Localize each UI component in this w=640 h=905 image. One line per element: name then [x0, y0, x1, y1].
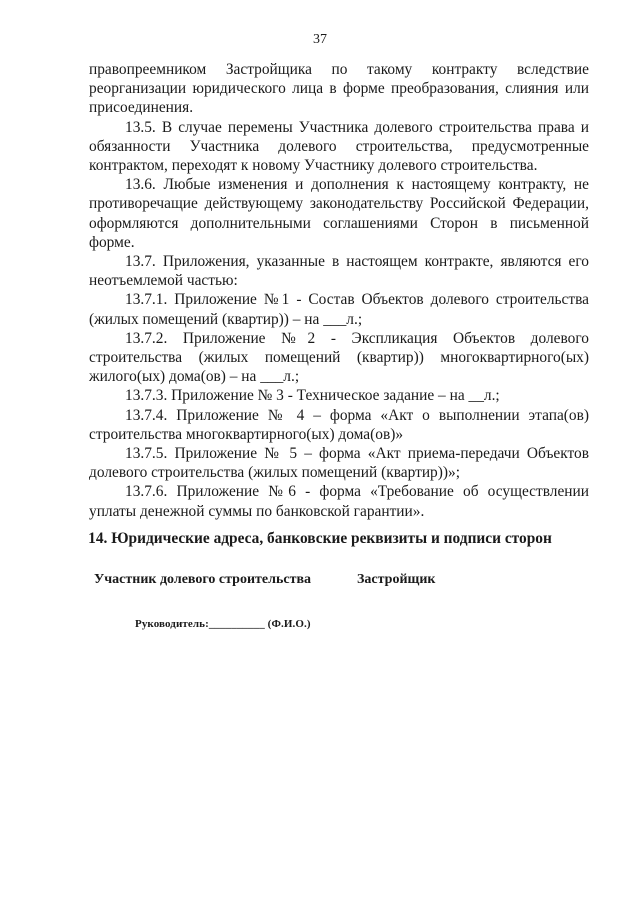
paragraph-13-7: 13.7. Приложения, указанные в настоящем контракте, являются его неотъемлемой частью: [89, 253, 589, 290]
section-14-heading: 14. Юридические адреса, банковские реквизиты и подписи сторон [88, 530, 552, 547]
paragraph-13-7-6: 13.7.6. Приложение №6 - форма «Требование об осуществлении уплаты денежной суммы по банковской гарантии». [89, 483, 589, 520]
paragraph-13-5: 13.5. В случае перемены Участника долевого строительства права и обязанности Участника долевого строительства, предусмотренные контрактом, переходят к новому Участнику долевого строительства. [89, 118, 589, 175]
paragraph-13-7-4: 13.7.4. Приложение № 4 – форма «Акт о выполнении этапа(ов) строительства многоквартирного(ых) дома(ов)» [89, 406, 589, 443]
contract-body [89, 60, 589, 521]
party-participant-label: Участник долевого строительства [94, 572, 312, 587]
paragraph-13-7-2: 13.7.2. Приложение №2 - Экспликация Объектов долевого строительства (жилых помещений (квартир)) многоквартирного(ых) жилого(ых) дома(ов) – на ___л.; [89, 329, 589, 386]
paragraph-continuation: правопреемником Застройщика по такому контракту вследствие реорганизации юридического лица в форме преобразования, слияния или присоединения. [89, 61, 589, 117]
page-number: 37 [313, 32, 327, 47]
signature-line: Руководитель:__________ (Ф.И.О.) [135, 618, 311, 630]
party-developer-label: Застройщик [357, 572, 436, 587]
paragraph-13-7-1: 13.7.1. Приложение №1 - Состав Объектов долевого строительства (жилых помещений (квартир)) – на ___л.; [89, 291, 589, 328]
paragraph-13-7-3: 13.7.3. Приложение № 3 - Техническое задание – на __л.; [125, 387, 500, 405]
paragraph-13-7-5: 13.7.5. Приложение № 5 – форма «Акт приема-передачи Объектов долевого строительства (жилых помещений (квартир))»; [89, 445, 589, 482]
paragraph-13-6: 13.6. Любые изменения и дополнения к настоящему контракту, не противоречащие действующему законодательству Российской Федерации, оформляются дополнительными соглашениями Сторон в письменной форме. [89, 176, 589, 251]
